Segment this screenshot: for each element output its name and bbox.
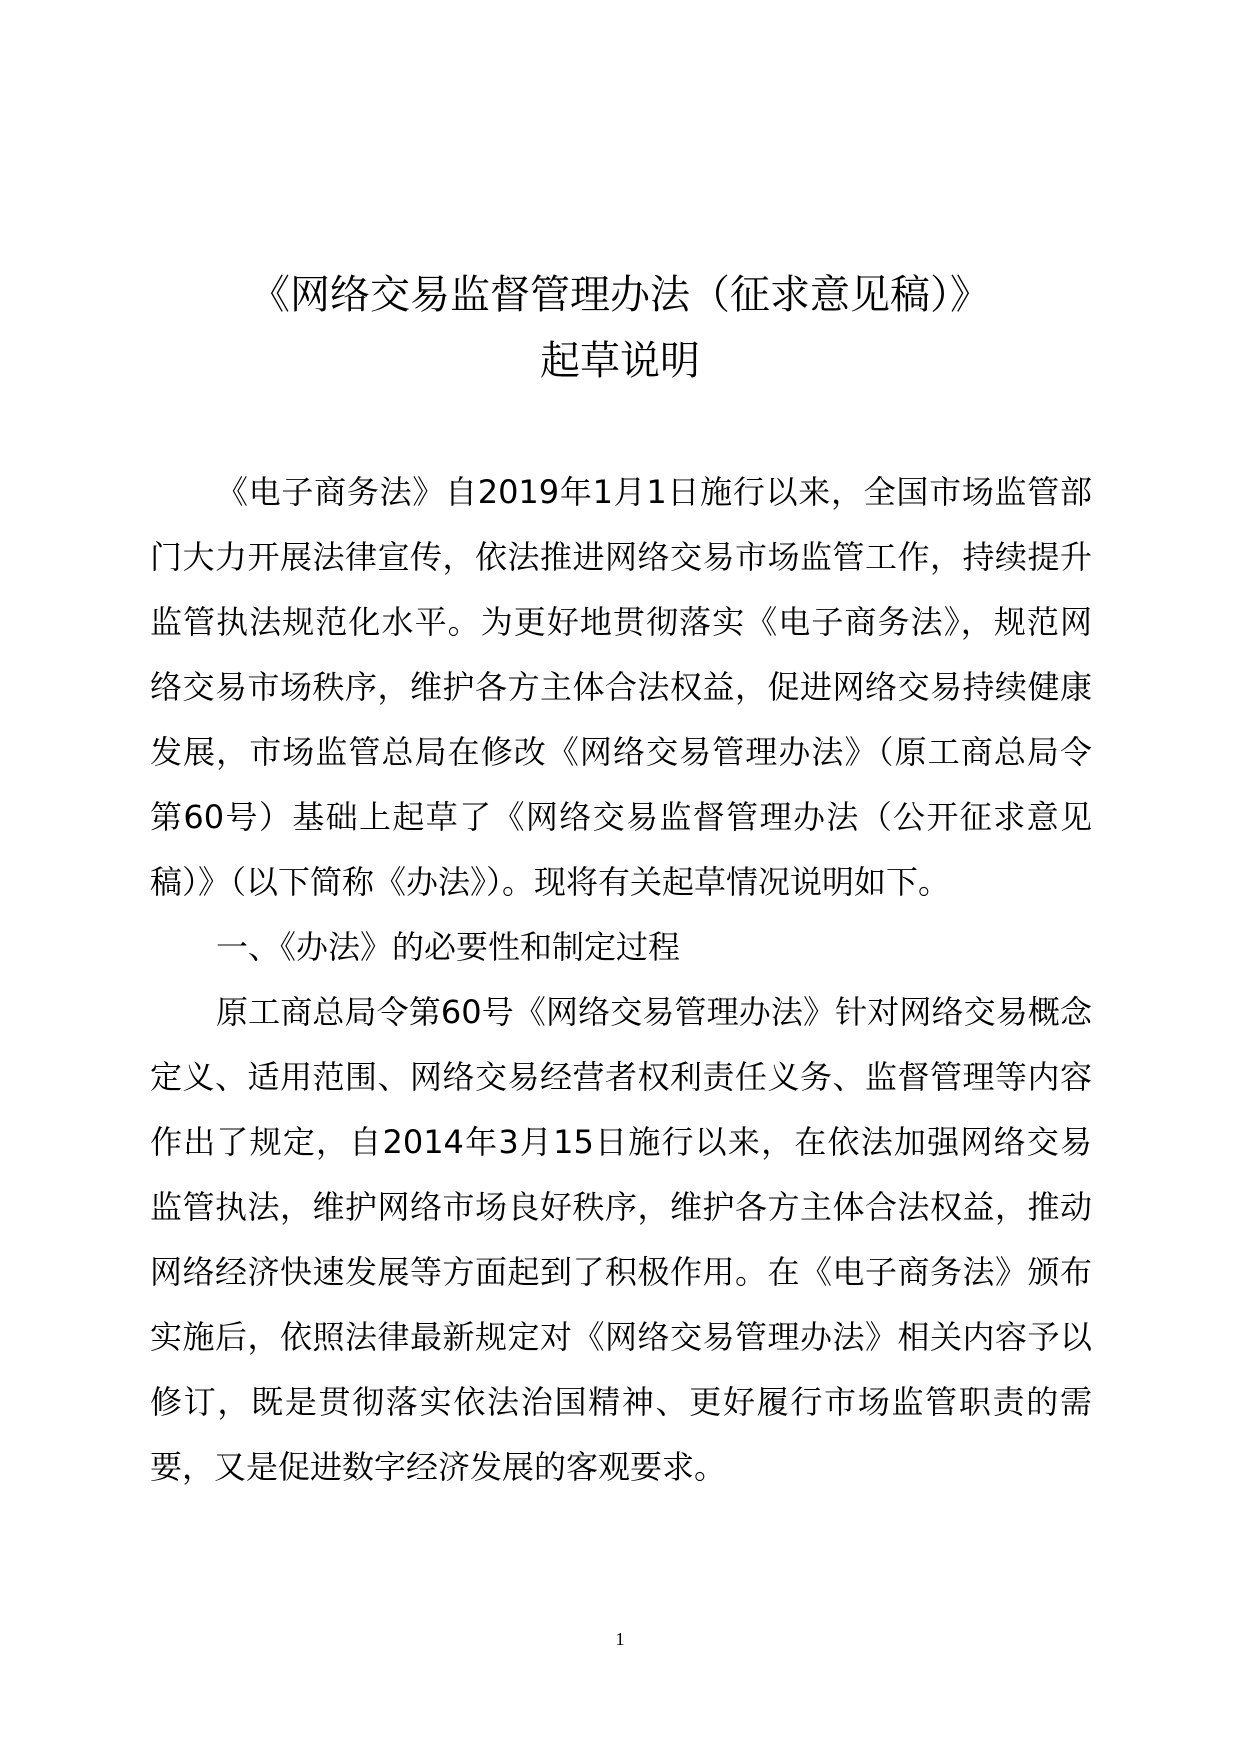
title-line-2: 起草说明 bbox=[540, 338, 700, 384]
section-1-paragraph: 原工商总局令第60号《网络交易管理办法》针对网络交易概念定义、适用范围、网络交易经营者权利责任义务、监督管理等内容作出了规定，自2014年3月15日施行以来，在依法加强网络交易监管执法，维护网络市场良好秩序，维护各方主体合法权益，推动网络经济快速发展等方面起到了积极作用。在《电子商务法》颁布实施后，依照法律最新规定对《网络交易管理办法》相关内容予以修订，既是贯彻落实依法治国精神、更好履行市场监管职责的需要，又是促进数字经济发展的客观要求。 bbox=[150, 993, 1092, 1486]
intro-paragraph: 《电子商务法》自2019年1月1日施行以来，全国市场监管部门大力开展法律宣传，依法推进网络交易市场监管工作，持续提升监管执法规范化水平。为更好地贯彻落实《电子商务法》，规范网络交易市场秩序，维护各方主体合法权益，促进网络交易持续健康发展，市场监管总局在修改《网络交易管理办法》（原工商总局令第60号）基础上起草了《网络交易监督管理办法（公开征求意见稿）》（以下简称《办法》）。现将有关起草情况说明如下。 bbox=[150, 473, 1092, 901]
document-title bbox=[150, 262, 1090, 394]
document-body bbox=[150, 460, 1092, 1500]
page-number: 1 bbox=[615, 1629, 625, 1649]
section-1-heading: 一、《办法》的必要性和制定过程 bbox=[216, 928, 681, 966]
title-line-1: 《网络交易监督管理办法（征求意见稿）》 bbox=[250, 272, 990, 318]
